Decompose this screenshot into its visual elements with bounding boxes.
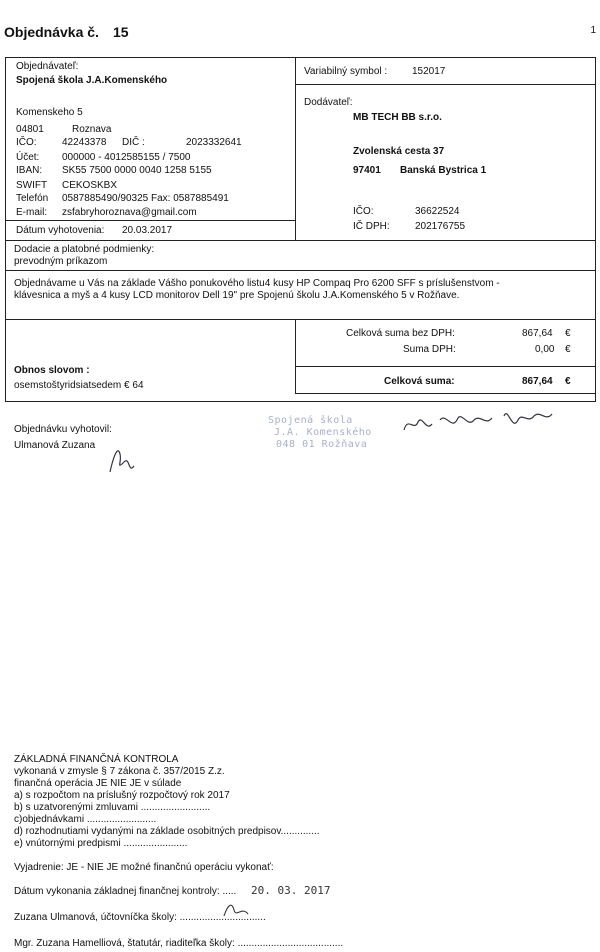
- delivery-value: prevodným príkazom: [14, 256, 108, 267]
- buyer-iban: SK55 7500 0000 0040 1258 5155: [62, 165, 212, 176]
- stamp-line1: Spojená škola: [268, 415, 353, 426]
- buyer-street: Komenskeho 5: [16, 107, 83, 118]
- supplier-icdph-label: IČ DPH:: [353, 221, 390, 232]
- page-number: 1: [590, 25, 596, 36]
- stamp-line2: J.A. Komenského: [274, 427, 372, 438]
- parties-bottom-line: [5, 240, 596, 241]
- buyer-phone-label: Telefón: [16, 193, 49, 204]
- buyer-swift: CEKOSKBX: [62, 180, 118, 191]
- control-accountant: Zuzana Ulmanová, účtovníčka školy: ...............................: [14, 912, 266, 923]
- vat-label: Suma DPH:: [403, 344, 456, 355]
- delivery-bottom-line: [5, 270, 596, 271]
- buyer-account: 000000 - 4012585155 / 7500: [62, 152, 191, 163]
- control-date-value: 20. 03. 2017: [251, 884, 331, 897]
- buyer-label: Objednávateľ:: [16, 61, 79, 72]
- supplier-city: Banská Bystrica 1: [400, 165, 487, 176]
- buyer-email-label: E-mail:: [16, 207, 48, 218]
- net-total-currency: €: [565, 328, 571, 339]
- buyer-city: Roznava: [72, 124, 112, 135]
- vat-currency: €: [565, 344, 571, 355]
- stamp-line3: 048 01 Rožňava: [276, 439, 368, 450]
- net-total-value: 867,64: [522, 328, 553, 339]
- order-text-line2: klávesnica a myš a 4 kusy LCD monitorov Dell 19" pre Spojenú školu J.A.Komenského 5 v Rožňave.: [14, 290, 460, 301]
- control-line1: vykonaná v zmysle § 7 zákona č. 357/2015 Z.z.: [14, 766, 225, 777]
- buyer-zip: 04801: [16, 124, 44, 135]
- control-date-label: Dátum vykonania základnej finančnej kontroly: .....: [14, 886, 237, 897]
- delivery-label: Dodacie a platobné podmienky:: [14, 244, 155, 255]
- frame-top-line: [5, 57, 596, 58]
- buyer-account-label: Účet:: [16, 152, 40, 163]
- supplier-street: Zvolenská cesta 37: [353, 146, 445, 157]
- buyer-dic: 2023332641: [186, 137, 242, 148]
- grand-total-label: Celková suma:: [384, 376, 455, 387]
- grand-total-currency: €: [565, 376, 571, 387]
- buyer-ico: 42243378: [62, 137, 107, 148]
- control-item-d: d) rozhodnutiami vydanými na základe osobitných predpisov..............: [14, 826, 320, 837]
- order-title: [4, 24, 129, 40]
- issuer-signature: [104, 440, 144, 480]
- control-item-e: e) vnútornými predpismi .......................: [14, 838, 188, 849]
- control-title: ZÁKLADNÁ FINANČNÁ KONTROLA: [14, 754, 179, 765]
- buyer-name: Spojená škola J.A.Komenského: [16, 75, 168, 86]
- order-number: 15: [112, 24, 129, 40]
- control-item-a: a) s rozpočtom na príslušný rozpočtový rok 2017: [14, 790, 230, 801]
- supplier-ico: 36622524: [415, 206, 460, 217]
- director-signature: [400, 402, 560, 442]
- supplier-label: Dodávateľ:: [304, 97, 353, 108]
- supplier-ico-label: IČO:: [353, 206, 374, 217]
- supplier-icdph: 202176755: [415, 221, 466, 232]
- supplier-name: MB TECH BB s.r.o.: [353, 112, 442, 123]
- buyer-email: zsfabryhoroznava@gmail.com: [62, 207, 197, 218]
- vat-value: 0,00: [535, 344, 555, 355]
- variable-symbol-value: 152017: [412, 66, 446, 77]
- issued-by-label: Objednávku vyhotovil:: [14, 424, 112, 435]
- control-statement: Vyjadrenie: JE - NIE JE možné finančnú operáciu vykonať:: [14, 862, 274, 873]
- words-label: Obnos slovom :: [14, 365, 90, 376]
- frame-left-line: [5, 57, 6, 402]
- issued-by-name: Ulmanová Zuzana: [14, 440, 96, 451]
- buyer-date: 20.03.2017: [122, 225, 173, 236]
- words-value: osemstoštyridsiatsedem € 64: [14, 380, 144, 391]
- net-total-label: Celková suma bez DPH:: [346, 328, 455, 339]
- order-title-label: Objednávka č.: [4, 24, 99, 40]
- totals-mid-line: [295, 366, 596, 367]
- vs-bottom-line: [295, 84, 596, 85]
- control-item-b: b) s uzatvorenými zmluvami .........................: [14, 802, 211, 813]
- control-line2: finančná operácia JE NIE JE v súlade: [14, 778, 182, 789]
- buyer-dic-label: DIČ :: [122, 137, 145, 148]
- grand-total-value: 867,64: [522, 376, 553, 387]
- buyer-swift-label: SWIFT: [16, 180, 48, 191]
- buyer-date-top-line: [5, 220, 296, 221]
- supplier-zip: 97401: [353, 165, 381, 176]
- buyer-iban-label: IBAN:: [16, 165, 43, 176]
- control-item-c: c)objednávkami .........................: [14, 814, 157, 825]
- school-stamp: [268, 415, 372, 451]
- order-text-line1: Objednávame u Vás na základe Vášho ponukového listu4 kusy HP Compaq Pro 6200 SFF s príslušenstvom -: [14, 278, 500, 289]
- buyer-date-label: Dátum vyhotovenia:: [16, 225, 105, 236]
- buyer-phone: 0587885490/90325 Fax: 0587885491: [62, 193, 229, 204]
- variable-symbol-label: Variabilný symbol :: [304, 66, 388, 77]
- control-director: Mgr. Zuzana Hamelliová, štatutár, riaditeľka školy: ......................................: [14, 938, 344, 949]
- buyer-ico-label: IČO:: [16, 137, 37, 148]
